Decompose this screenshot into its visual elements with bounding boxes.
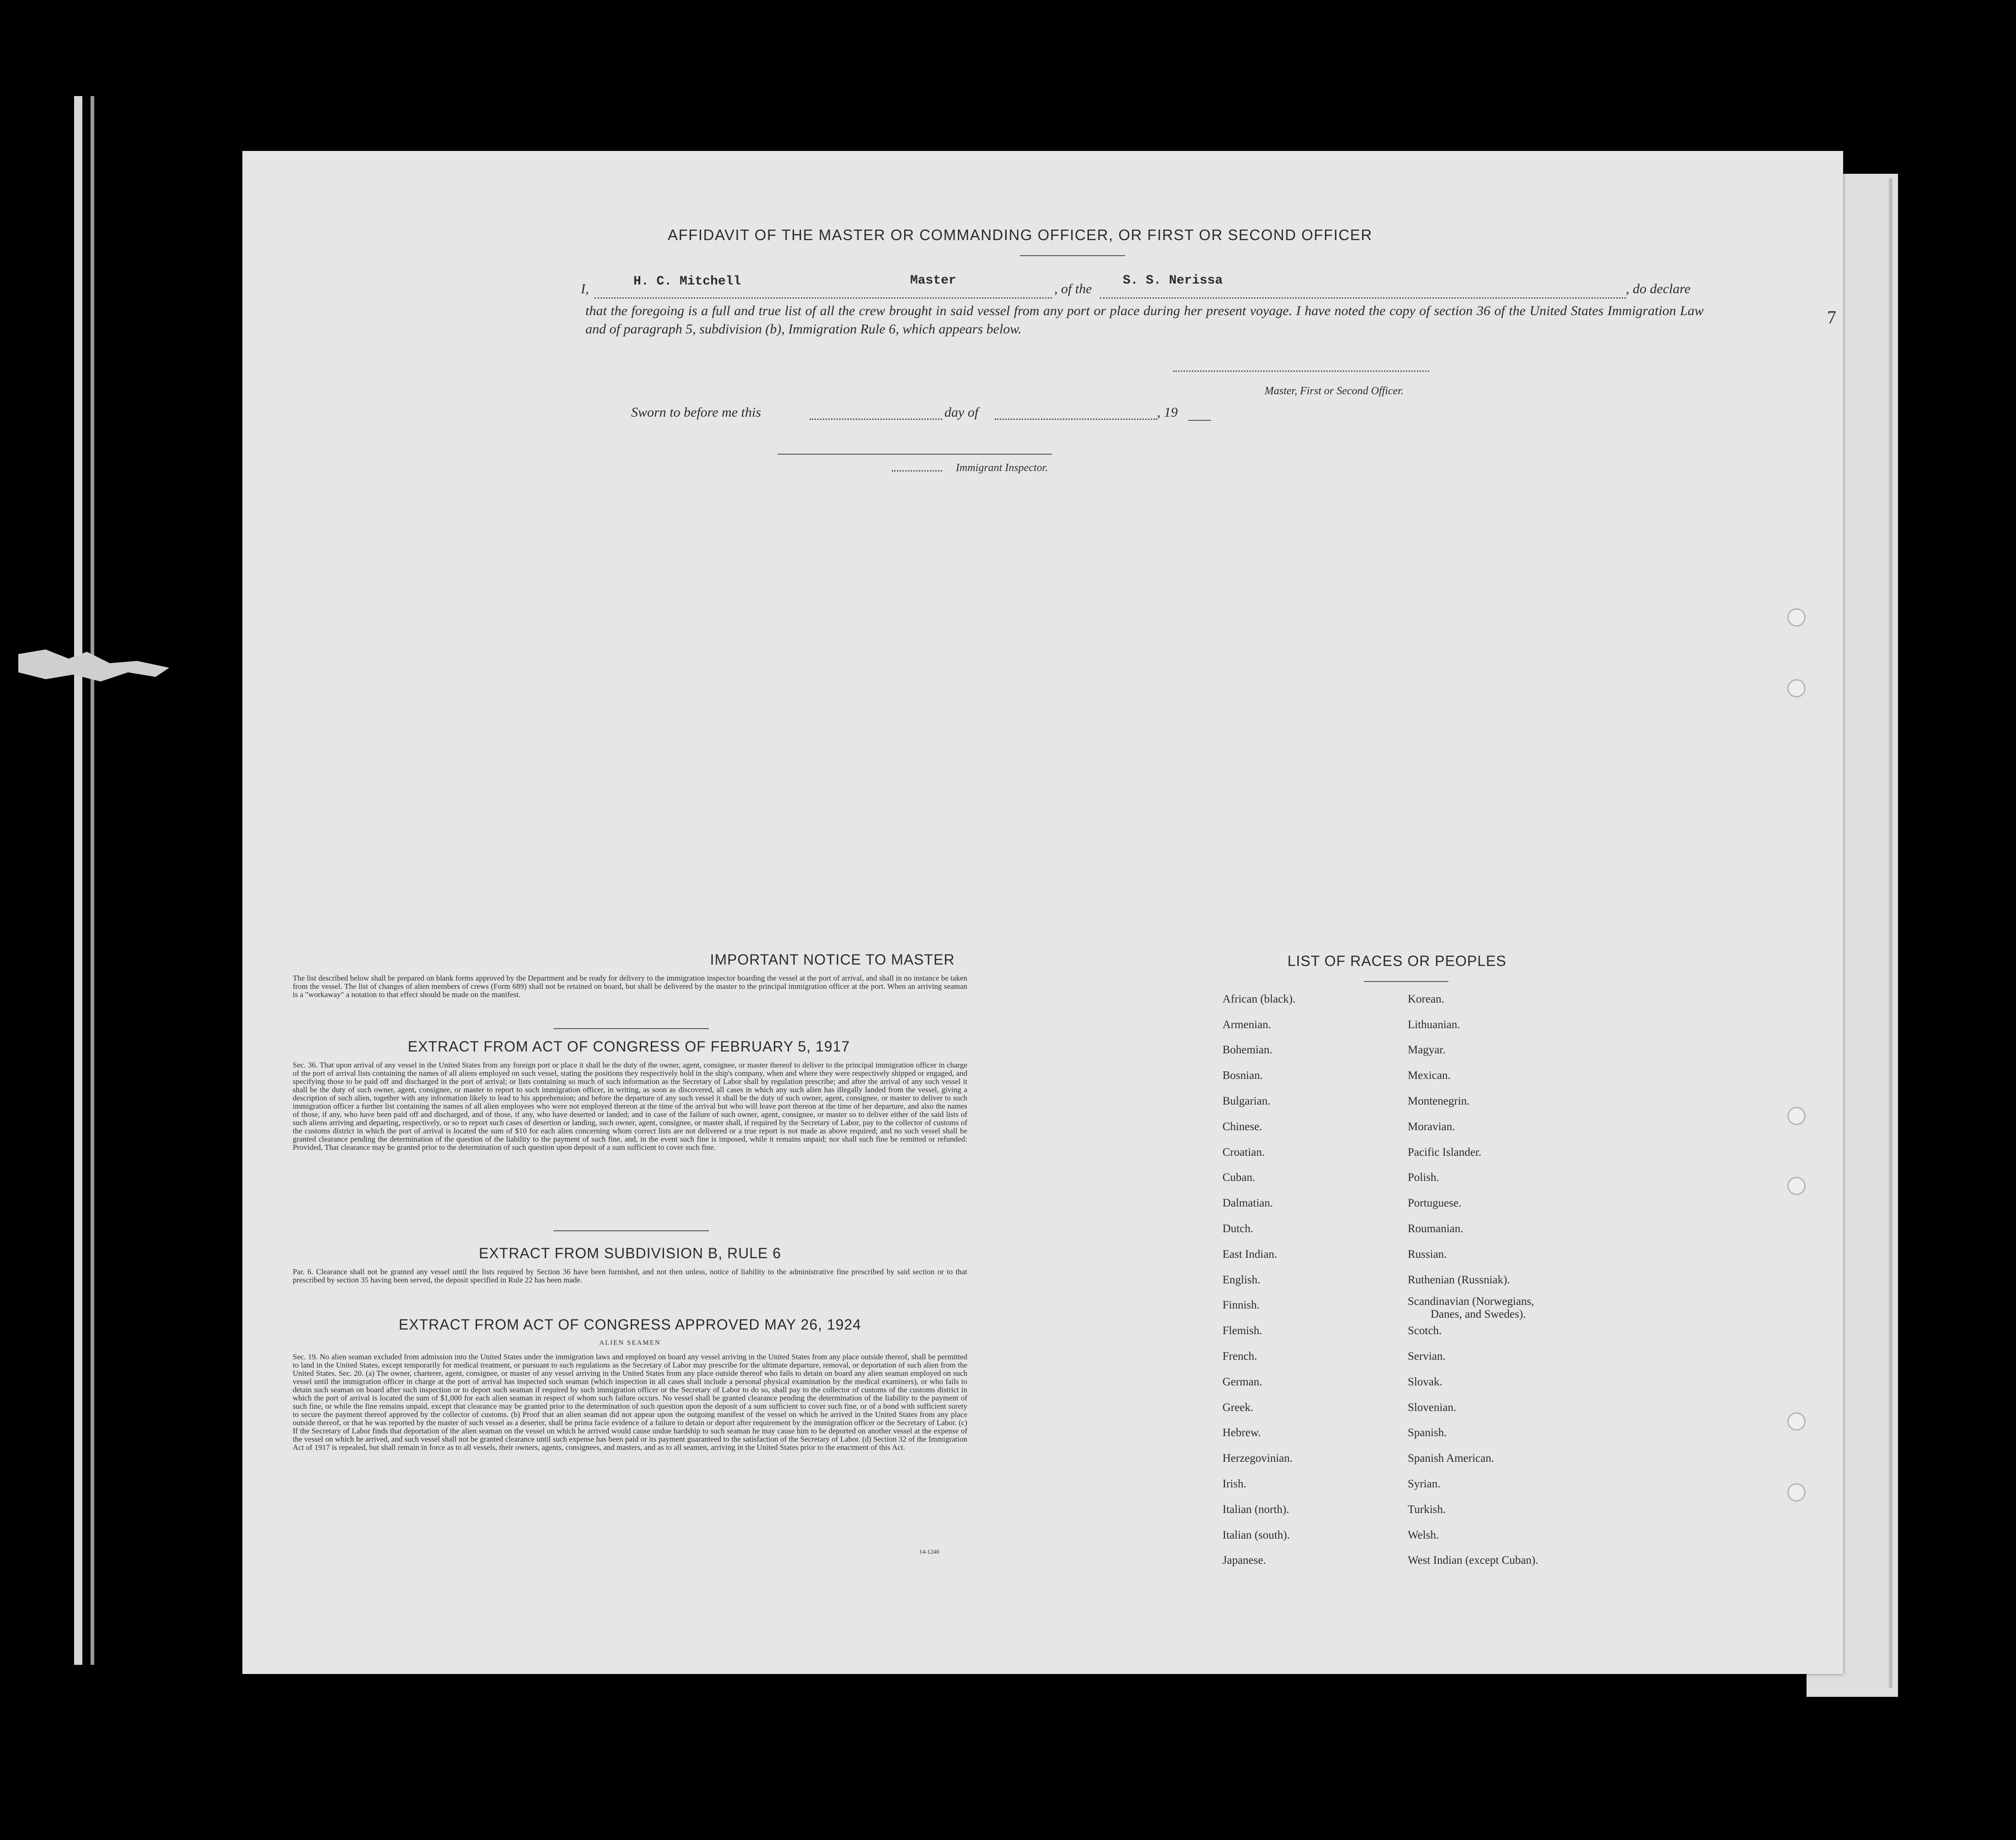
race-item: Russian. — [1408, 1248, 1447, 1261]
race-item: Spanish American. — [1408, 1452, 1494, 1464]
race-item: East Indian. — [1222, 1248, 1277, 1261]
extract-rule6-title: EXTRACT FROM SUBDIVISION B, RULE 6 — [478, 1245, 782, 1261]
race-item: Pacific Islander. — [1408, 1146, 1482, 1159]
title-underline — [1020, 255, 1125, 256]
race-item: Portuguese. — [1408, 1197, 1462, 1209]
race-item: Italian (north). — [1222, 1503, 1289, 1516]
race-item: Moravian. — [1408, 1121, 1455, 1133]
race-item: Hebrew. — [1222, 1427, 1261, 1439]
extract-1924-body: Sec. 19. No alien seaman excluded from admission into the United States under the immigration laws and employed on board any vessel arriving in the United States from any place outside thereof, shall be permitted to land in the United States, except temporarily for medical treatment, or pursuant to such regulations as the Secretary of Labor may prescribe for the ultimate departure, removal, or deportation of such alien from the United States. Sec. 20. (a) The owner, charterer, agent, consignee, or master of any vessel arriving in the United States from any place outside thereof who fails to detain on board any alien seaman employed on such vessel until the immigration officer in charge at the port of arrival has inspected such seaman (which inspection in all cases shall include a personal physical examination by the medical examiners), or who fails to detain such seaman on board after such inspection or to deport such seaman if required by such immigration officer or the Secretary of Labor to do so, shall pay to the collector of customs of the customs district in which the port of arrival is located the sum of $1,000 for each alien seaman in respect of whom such failure occurs. No vessel shall be granted clearance pending the determination of the liability to the payment of such fine, or while the fine remains unpaid, except that clearance may be granted prior to the determination of such question upon the deposit of a sum sufficient to cover such fine, or of a bond with sufficient surety to secure the payment thereof approved by the collector of customs. (b) Proof that an alien seaman did not appear upon the outgoing manifest of the vessel on which he arrived in the United States from any place outside thereof, or that he was reported by the master of such vessel as a deserter, shall be prima facie evidence of a failure to detain or deport after requirement by the immigration officer or the Secretary of Labor. (c) If the Secretary of Labor finds that deportation of the alien seaman on the vessel on which he arrived would cause undue hardship to such seaman he may cause him to be deported on another vessel at the expense of the vessel on which he arrived, and such vessel shall not be granted clearance until such expense has been paid or its payment guaranteed to the satisfaction of the Secretary of Labor. (d) Section 32 of the Immigration Act of 1917 is repealed, but shall remain in force as to all vessels, their owners, agents, consignees, and masters, and as to all seamen, arriving in the United States prior to the enactment of this Act. — [293, 1352, 967, 1452]
race-item: Korean. — [1408, 993, 1444, 1005]
race-item: Bulgarian. — [1222, 1095, 1271, 1107]
race-item: Ruthenian (Russniak). — [1408, 1274, 1510, 1286]
day-of-label: day of — [944, 405, 979, 420]
races-title: LIST OF RACES OR PEOPLES — [1287, 953, 1507, 969]
race-item: Dutch. — [1222, 1223, 1254, 1235]
race-item: Chinese. — [1222, 1121, 1262, 1133]
race-item: Slovak. — [1408, 1376, 1442, 1388]
scan-edge-strip — [74, 96, 82, 1665]
year-prefix-label: , 19 — [1157, 405, 1178, 420]
signature-label: Master, First or Second Officer. — [1265, 385, 1404, 397]
affidavit-title: AFFIDAVIT OF THE MASTER OR COMMANDING OFFICER, OR FIRST OR SECOND OFFICER — [668, 226, 1373, 243]
race-item: Spanish. — [1408, 1427, 1447, 1439]
notice-body: The list described below shall be prepared on blank forms approved by the Department and be ready for delivery to the immigration inspector boarding the vessel at the port of arrival, and shall in no instance be taken from the vessel. The list of changes of alien members of crews (Form 689) shall not be retained on board, but shall be delivered by the master to the principal immigration officer at the port. When an arriving seaman is a "workaway" a notation to that effect should be made on the manifest. — [293, 974, 967, 999]
binder-hole — [1787, 679, 1806, 697]
extract-1917-divider — [553, 1230, 709, 1231]
inspector-signature-line — [777, 454, 1052, 455]
year-line — [1188, 420, 1211, 421]
crew-list-document-page — [242, 151, 1843, 1674]
extract-1917-body: Sec. 36. That upon arrival of any vessel in the United States from any foreign port or place it shall be the duty of the owner, agent, consignee, or master thereof to deliver to the principal immigration officer in charge of the port of arrival lists containing the names of all aliens employed on such vessel, stating the positions they respectively hold in the ship's company, when and where they were respectively shipped or engaged, and specifying those to be paid off and discharged in the port of arrival; or lists containing so much of such information as the Secretary of Labor shall by regulation prescribe; and after the arrival of any such vessel it shall be the duty of such owner, agent, consignee, or master to report to such immigration officer, in writing, as soon as discovered, all cases in which any such alien has illegally landed from the vessel, giving a description of such alien, together with any information likely to lead to his apprehension; and before the departure of any such vessel it shall be the duty of such owner, agent, consignee, or master to deliver to such immigration officer a further list containing the names of all alien employees who were not employed thereon at the time of the arrival but who will leave port thereon at the time of her departure, and also the names of those, if any, who have been paid off and discharged, and of those, if any, who have deserted or landed; and in case of the failure of such owner, agent, consignee, or master so to deliver either of the said lists of such aliens arriving and departing, respectively, or so to report such cases of desertion or landing, such owner, agent, consignee, or master shall, if required by the Secretary of Labor, pay to the collector of customs of the customs district in which the port of arrival is located the sum of $10 for each alien concerning whom correct lists are not delivered or a true report is not made as above required; and no such vessel shall be granted clearance pending the determination of the question of the liability to the payment of such fine, and, in the event such fine is imposed, while it remains unpaid; nor shall such fine be remitted or refunded: Provided, That clearance may be granted prior to the determination of such question upon deposit of a sum sufficient to cover such fine. — [293, 1061, 967, 1152]
inspector-dotted-lead — [892, 467, 942, 472]
race-item: Flemish. — [1222, 1325, 1262, 1337]
underlying-sheet-edge — [1889, 178, 1893, 1688]
race-item: Greek. — [1222, 1401, 1254, 1414]
notice-title: IMPORTANT NOTICE TO MASTER — [710, 951, 955, 968]
sworn-date-line — [810, 409, 942, 420]
extract-1924-title: EXTRACT FROM ACT OF CONGRESS APPROVED MAY 26, 1924 — [398, 1316, 862, 1333]
torn-paper-fragment — [18, 636, 174, 691]
race-item: Croatian. — [1222, 1146, 1265, 1159]
race-item: Turkish. — [1408, 1503, 1446, 1516]
notice-divider — [553, 1028, 709, 1029]
race-item: Roumanian. — [1408, 1223, 1464, 1235]
race-item: Herzegovinian. — [1222, 1452, 1293, 1464]
race-item: French. — [1222, 1350, 1257, 1363]
race-item: Syrian. — [1408, 1478, 1441, 1490]
master-rank-field: Master — [910, 274, 956, 288]
race-item: Servian. — [1408, 1350, 1446, 1363]
binder-hole — [1787, 1483, 1806, 1502]
race-item: Bosnian. — [1222, 1069, 1263, 1082]
race-item: Welsh. — [1408, 1529, 1439, 1541]
race-item: Scotch. — [1408, 1325, 1442, 1337]
race-item: English. — [1222, 1274, 1260, 1286]
master-name-field: H. C. Mitchell — [633, 274, 741, 289]
affidavit-body: that the foregoing is a full and true list of all the crew brought in said vessel from any port or place during her present voyage. I have noted the copy of section 36 of the United States Immigration Law and of paragraph 5, subdivision (b), Immigration Rule 6, which appears below. — [585, 303, 1704, 337]
race-item: Japanese. — [1222, 1554, 1266, 1566]
extract-1917-title: EXTRACT FROM ACT OF CONGRESS OF FEBRUARY 5, 1917 — [407, 1038, 850, 1055]
binder-hole — [1787, 608, 1806, 627]
race-item: Scandinavian (Norwegians, — [1408, 1295, 1534, 1308]
extract-1924-subtitle: ALIEN SEAMEN — [599, 1339, 661, 1346]
form-number: 14-1240 — [919, 1548, 939, 1555]
affidavit-i-label: I, — [581, 281, 589, 296]
race-item: Magyar. — [1408, 1044, 1446, 1056]
race-item: German. — [1222, 1376, 1262, 1388]
race-item: Italian (south). — [1222, 1529, 1290, 1541]
of-the-label: , of the — [1054, 281, 1092, 296]
scan-edge-strip-shadow — [91, 96, 94, 1665]
sworn-month-line — [995, 409, 1157, 420]
vessel-name-field: S. S. Nerissa — [1123, 274, 1223, 288]
race-item: African (black). — [1222, 993, 1296, 1005]
races-title-underline — [1364, 981, 1448, 982]
binder-hole — [1787, 1412, 1806, 1431]
race-item: Bohemian. — [1222, 1044, 1273, 1056]
do-declare-label: , do declare — [1626, 281, 1691, 296]
race-item: Lithuanian. — [1408, 1019, 1460, 1031]
race-item: Slovenian. — [1408, 1401, 1457, 1414]
signature-line — [1173, 366, 1429, 372]
race-item: Dalmatian. — [1222, 1197, 1273, 1209]
race-item: Cuban. — [1222, 1171, 1255, 1184]
race-item-continuation: Danes, and Swedes). — [1431, 1308, 1526, 1320]
race-item: Polish. — [1408, 1171, 1439, 1184]
race-item: Mexican. — [1408, 1069, 1451, 1082]
extract-rule6-body: Par. 6. Clearance shall not be granted any vessel until the lists required by Section 36 have been furnished, and not then unless, notice of liability to the administrative fine prescribed by said section or to that prescribed by section 35 having been served, the deposit specified in Rule 22 has been made. — [293, 1267, 967, 1284]
binder-hole — [1787, 1177, 1806, 1195]
sworn-label: Sworn to before me this — [631, 405, 761, 420]
inspector-label: Immigrant Inspector. — [956, 462, 1048, 474]
race-item: Montenegrin. — [1408, 1095, 1470, 1107]
race-item: Irish. — [1222, 1478, 1247, 1490]
margin-mark: 7 — [1827, 307, 1836, 327]
race-item: Finnish. — [1222, 1299, 1260, 1311]
race-item: Armenian. — [1222, 1019, 1271, 1031]
binder-hole — [1787, 1107, 1806, 1125]
race-item: West Indian (except Cuban). — [1408, 1554, 1539, 1566]
